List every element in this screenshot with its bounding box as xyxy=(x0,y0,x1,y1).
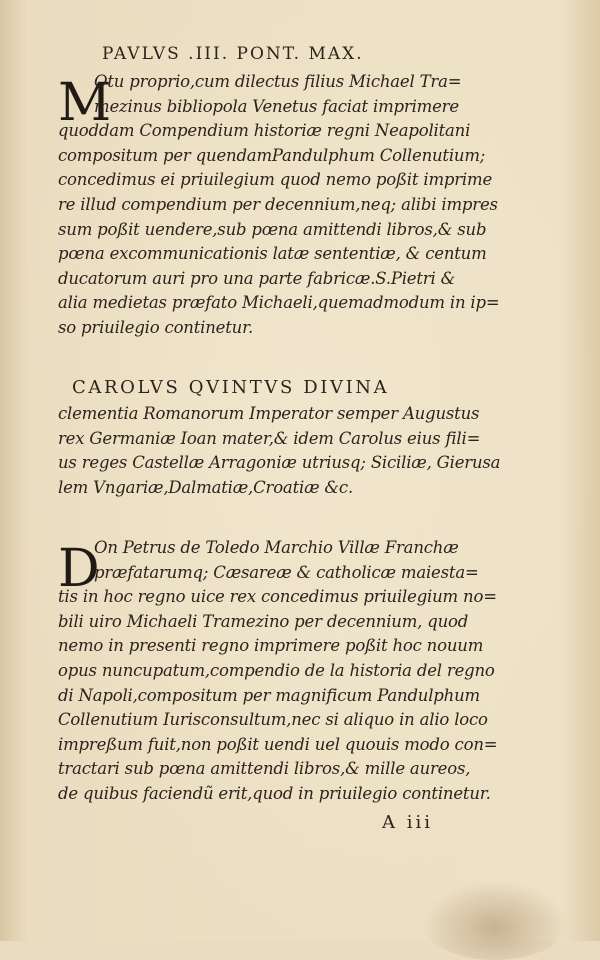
text-line: præfatarumq; Cæsareæ & catholicæ maiesta= xyxy=(94,562,479,582)
signature-mark: A iii xyxy=(382,812,433,833)
text-line: opus nuncupatum,compendio de la historia del regno xyxy=(58,660,495,680)
text-line: clementia Romanorum Imperator semper Augustus xyxy=(58,404,480,423)
text-line: lem Vngariæ,Dalmatiæ,Croatiæ &c. xyxy=(58,477,353,497)
text-line: sum poßit uendere,sub pœna amittendi libros,& sub xyxy=(58,219,487,239)
text-line: rex Germaniæ Ioan mater,& idem Carolus eius fili= xyxy=(58,428,481,448)
heading-carolus: CAROLVS QVINTVS DIVINA xyxy=(72,377,390,398)
drop-initial-m: M xyxy=(58,73,112,133)
text-line: us reges Castellæ Arragoniæ utriusq; Siciliæ, Gierusa xyxy=(58,453,501,473)
text-line: tis in hoc regno uice rex concedimus priuilegium no= xyxy=(58,587,497,607)
text-line: ducatorum auri pro una parte fabricæ.S.Pietri & xyxy=(58,268,456,288)
text-line: quoddam Compendium historiæ regni Neapolitani xyxy=(58,121,471,141)
text-line: Otu proprio,cum dilectus filius Michael Tra= xyxy=(94,72,462,91)
text-line: re illud compendium per decennium,neq; alibi impres xyxy=(58,194,498,214)
text-line: Collenutium Iurisconsultum,nec si aliquo in alio loco xyxy=(58,710,488,730)
text-line: alia medietas præfato Michaeli,quemadmodum in ip= xyxy=(58,293,500,313)
text-line: di Napoli,compositum per magnificum Pandulphum xyxy=(58,685,480,705)
text-line: de quibus faciendũ erit,quod in priuilegio continetur. xyxy=(58,783,491,803)
text-line: nemo in presenti regno imprimere poßit hoc nouum xyxy=(58,636,484,656)
text-line: On Petrus de Toledo Marchio Villæ Franchæ xyxy=(94,538,459,557)
text-line: mezinus bibliopola Venetus faciat imprimere xyxy=(94,96,459,116)
paragraph-carolus xyxy=(58,402,501,500)
text-line: concedimus ei priuilegium quod nemo poßit imprime xyxy=(58,170,493,190)
text-line: compositum per quendamPandulphum Collenutium; xyxy=(58,145,486,165)
drop-initial-d: D xyxy=(58,539,100,599)
text-line: pœna excommunicationis latæ sententiæ, & centum xyxy=(58,244,487,264)
text-line: so priuilegio continetur. xyxy=(58,317,254,337)
paragraph-paulus xyxy=(58,70,500,341)
heading-paulus: PAVLVS .III. PONT. MAX. xyxy=(102,44,364,64)
text-line: tractari sub pœna amittendi libros,& mille aureos, xyxy=(58,759,471,779)
page-stain xyxy=(420,880,570,960)
text-line: impreßum fuit,non poßit uendi uel quouis modo con= xyxy=(58,734,498,754)
paragraph-petrus xyxy=(58,536,498,807)
text-line: bili uiro Michaeli Tramezino per decennium, quod xyxy=(58,611,469,631)
